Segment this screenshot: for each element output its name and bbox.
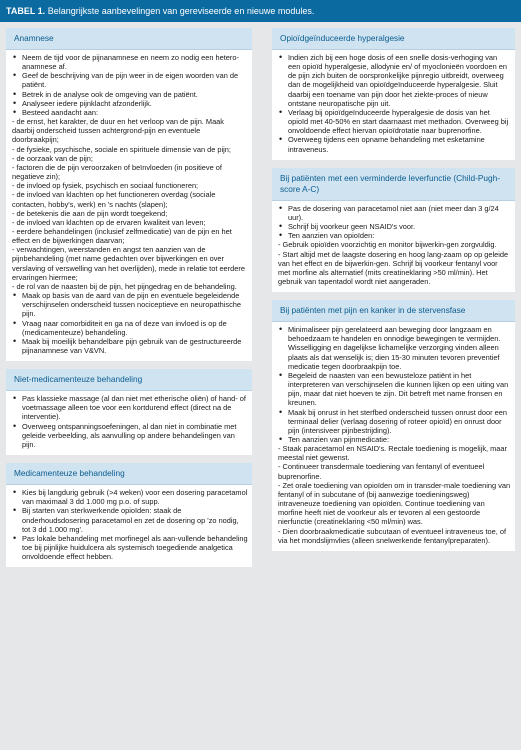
bullet-item: • Overweeg ontspanningsoefeningen, al dan niet in combinatie met geleide verbeelding, als aanvulling op andere behandelingen van pijn. [12,422,248,449]
sub-item: - de invloed op fysiek, psychisch en sociaal functioneren; [12,181,199,191]
table-header [0,0,521,22]
table-title: Belangrijkste aanbevelingen van gereviseerde en nieuwe modules. [45,6,315,16]
section-heading-bij-patienten-met-pijn-en-kanker-in-de-s: Bij patiënten met pijn en kanker in de stervensfase [272,300,515,322]
table-label: TABEL 1. [6,6,46,16]
sub-item: - de fysieke, psychische, sociale en spirituele dimensie van de pijn; [12,144,231,154]
section-content [6,485,252,567]
bullet-item: • Maak bij moeilijk behandelbare pijn gebruik van de gestructureerde pijnanamnese van V&VN. [12,337,248,355]
table-body [0,22,521,750]
section-heading-opioidgeinduceerde-hyperalgesie: Opioïdgeïnduceerde hyperalgesie [272,28,515,50]
right-column [272,28,515,559]
bullet-item: • Pas lokale behandeling met morfinegel als aan-vullende behandeling toe bij pijnlijke huidulcera als systemisch toegediende analgetica onvoldoende effect hebben. [12,534,248,561]
bullet-item: • Geef de beschrijving van de pijn weer in de eigen woorden van de patiënt. [12,71,248,89]
sub-item: - Continueer transdermale toediening van fentanyl of eventueel buprenorfine. [278,462,485,481]
bullet-item: • Begeleid de naasten van een bewusteloze patiënt in het interpreteren van verschijnselen die kunnen lijken op een uiting van pijn, maar dat niet hoeven te zijn. Dit betreft met name fronsen en kreunen. [278,371,511,408]
bullet-item: • Besteed aandacht aan: [12,108,248,117]
bullet-item: • Neem de tijd voor de pijnanamnese en neem zo nodig een hetero-anamnese af. [12,53,248,71]
bullet-item: • Bij starten van sterkwerkende opioïden: staak de onderhoudsdosering paracetamol en zet de dosering op 'zo nodig, tot 3 dd 1.000 mg'. [12,506,248,533]
sub-item: - de ernst, het karakter, de duur en het verloop van de pijn. Maak daarbij onderscheid tussen achtergrond-pijn en eventuele doorbraakpijn; [12,117,224,145]
sub-item: - Gebruik opioïden voorzichtig en monitor bijwerkin-gen zorgvuldig. [278,240,497,250]
section-content [272,50,515,160]
recommendation-list [12,488,248,561]
bullet-item: • Pas klassieke massage (al dan niet met etherische oliën) of hand- of voetmassage alleen toe voor een kortdurend effect (direct na de interventie). [12,394,248,421]
sub-item: - Dien doorbraakmedicatie subcutaan of eventueel intraveneus toe, of via het mondslijmvlies (alleen snelwerkende fentanylpreparaten). [278,526,507,545]
sub-item: - de oorzaak van de pijn; [12,153,93,163]
section-content [272,322,515,551]
section-heading-anamnese: Anamnese [6,28,252,50]
section-content [6,50,252,361]
bullet-item: • Vraag naar comorbiditeit en ga na of deze van invloed is op de (medicamenteuze) behandeling. [12,319,248,337]
bullet-item: • Analyseer iedere pijnklacht afzonderlijk. [12,99,248,108]
bullet-item: • Schrijf bij voorkeur geen NSAID's voor. [278,222,511,231]
recommendation-list [12,53,248,355]
recommendation-list [278,204,511,286]
bullet-item: • Minimaliseer pijn gerelateerd aan beweging door langzaam en behoedzaam te handelen en onnodige bewegingen te vermijden. Wisselligging en dagelijkse lichamelijke verzorging vinden alleen plaats als dat wenselijk is; dien 15-30 minuten tevoren preventief medicatie tegen doorbraakpijn toe. [278,325,511,371]
section-heading-medicamenteuze-behandeling: Medicamenteuze behandeling [6,463,252,485]
bullet-item: • Indien zich bij een hoge dosis of een snelle dosis-verhoging van een opioïd hyperalgesie, allodynie en/ of myoclonieën voordoen en de pijn zich buiten de oorspronkelijke pijnregio uitbreidt, overweeg dan de mogelijkheid van opioïdgeïnduceerde hyperalgesie. Sluit daarbij een toename van pijn door het ziekte-proces of nieuw ontstane neuropatische pijn uit. [278,53,511,108]
sub-item: - Zet orale toediening van opioïden om in transder-male toediening van fentanyl of in subcutane of (bij aanwezige toedieningsweg) intraveneuze toediening van opioïden. Continue toediening van morfine heeft niet de voorkeur als er tevoren al een gestoorde nierfunctie (creatineklaring <50 ml/min) was. [278,480,511,527]
bullet-item: • Overweeg tijdens een opname behandeling met esketamine intraveneus. [278,135,511,153]
sub-item: - Staak paracetamol en NSAID's. Rectale toediening is mogelijk, maar meestal niet gewenst. [278,444,507,463]
sub-item: - Start altijd met de laagste dosering en hoog lang-zaam op op geleide van het effect en de bijwerkin-gen. Schrijf bij voorkeur fentanyl voor met morfine als alternatief (mits creatineklaring >50 ml/min). Het gebruik van tapentadol wordt niet aangeraden. [278,249,509,286]
left-column [6,28,252,575]
sub-item: - de rol van de naasten bij de pijn, het pijngedrag en de behandeling. [12,281,237,291]
bullet-item: • Maak bij onrust in het sterfbed onderscheid tussen onrust door een terminaal delier (verlaag dosering of roteer opioïd) en onrust door pijn (intensiveer pijnbestrijding). [278,408,511,435]
section-heading-niet-medicamenteuze-behandeling: Niet-medicamenteuze behandeling [6,369,252,391]
section-heading-bij-patienten-met-een-verminderde-leverf: Bij patiënten met een verminderde leverfunctie (Child-Pugh-score A-C) [272,168,515,201]
recommendation-list [12,394,248,449]
sub-item: - de invloed van klachten op het functioneren overdag (sociale contacten, hobby's, werk) en 's nachts (slapen); [12,190,216,209]
sub-item: - eerdere behandelingen (inclusief zelfmedicatie) van de pijn en het effect en de bijwerkingen daarvan; [12,226,232,246]
bullet-item: • Pas de dosering van paracetamol niet aan (niet meer dan 3 g/24 uur). [278,204,511,222]
sub-item: - de betekenis die aan de pijn wordt toegekend; [12,208,168,218]
bullet-item: • Ten aanzien van pijnmedicatie: [278,435,511,444]
bullet-item: • Maak op basis van de aard van de pijn en eventuele begeleidende verschijnselen onderscheid tussen nociceptieve en neuropathische pijn. [12,291,248,318]
sub-item: - de invloed van klachten op de ervaren kwaliteit van leven; [12,217,206,227]
section-content [6,391,252,455]
recommendation-list [278,53,511,154]
sub-item: - verwachtingen, weerstanden en angst ten aanzien van de pijnbehandeling (met name gedachten over bijwerkingen en over verslaving of verswelling van het overlijden), mede in relatie tot eerdere ervaringen hiermee; [12,245,245,282]
bullet-item: • Ten aanzien van opioïden: [278,231,511,240]
section-content [272,201,515,292]
sub-item: - factoren die de pijn veroorzaken of beïnvloeden (in positieve of negatieve zin); [12,162,222,182]
bullet-item: • Verlaag bij opioïdgeïnduceerde hyperalgesie de dosis van het opioïd met 40-50% en start daarnaast met methadon. Overweeg bij onvoldoende effect hiervan opioïdrotatie naar buprenorfine. [278,108,511,135]
bullet-item: • Kies bij langdurig gebruik (>4 weken) voor een dosering paracetamol van maximaal 3 dd 1.000 mg p.o. of supp. [12,488,248,506]
recommendation-list [278,325,511,545]
bullet-item: • Betrek in de analyse ook de omgeving van de patiënt. [12,90,248,99]
